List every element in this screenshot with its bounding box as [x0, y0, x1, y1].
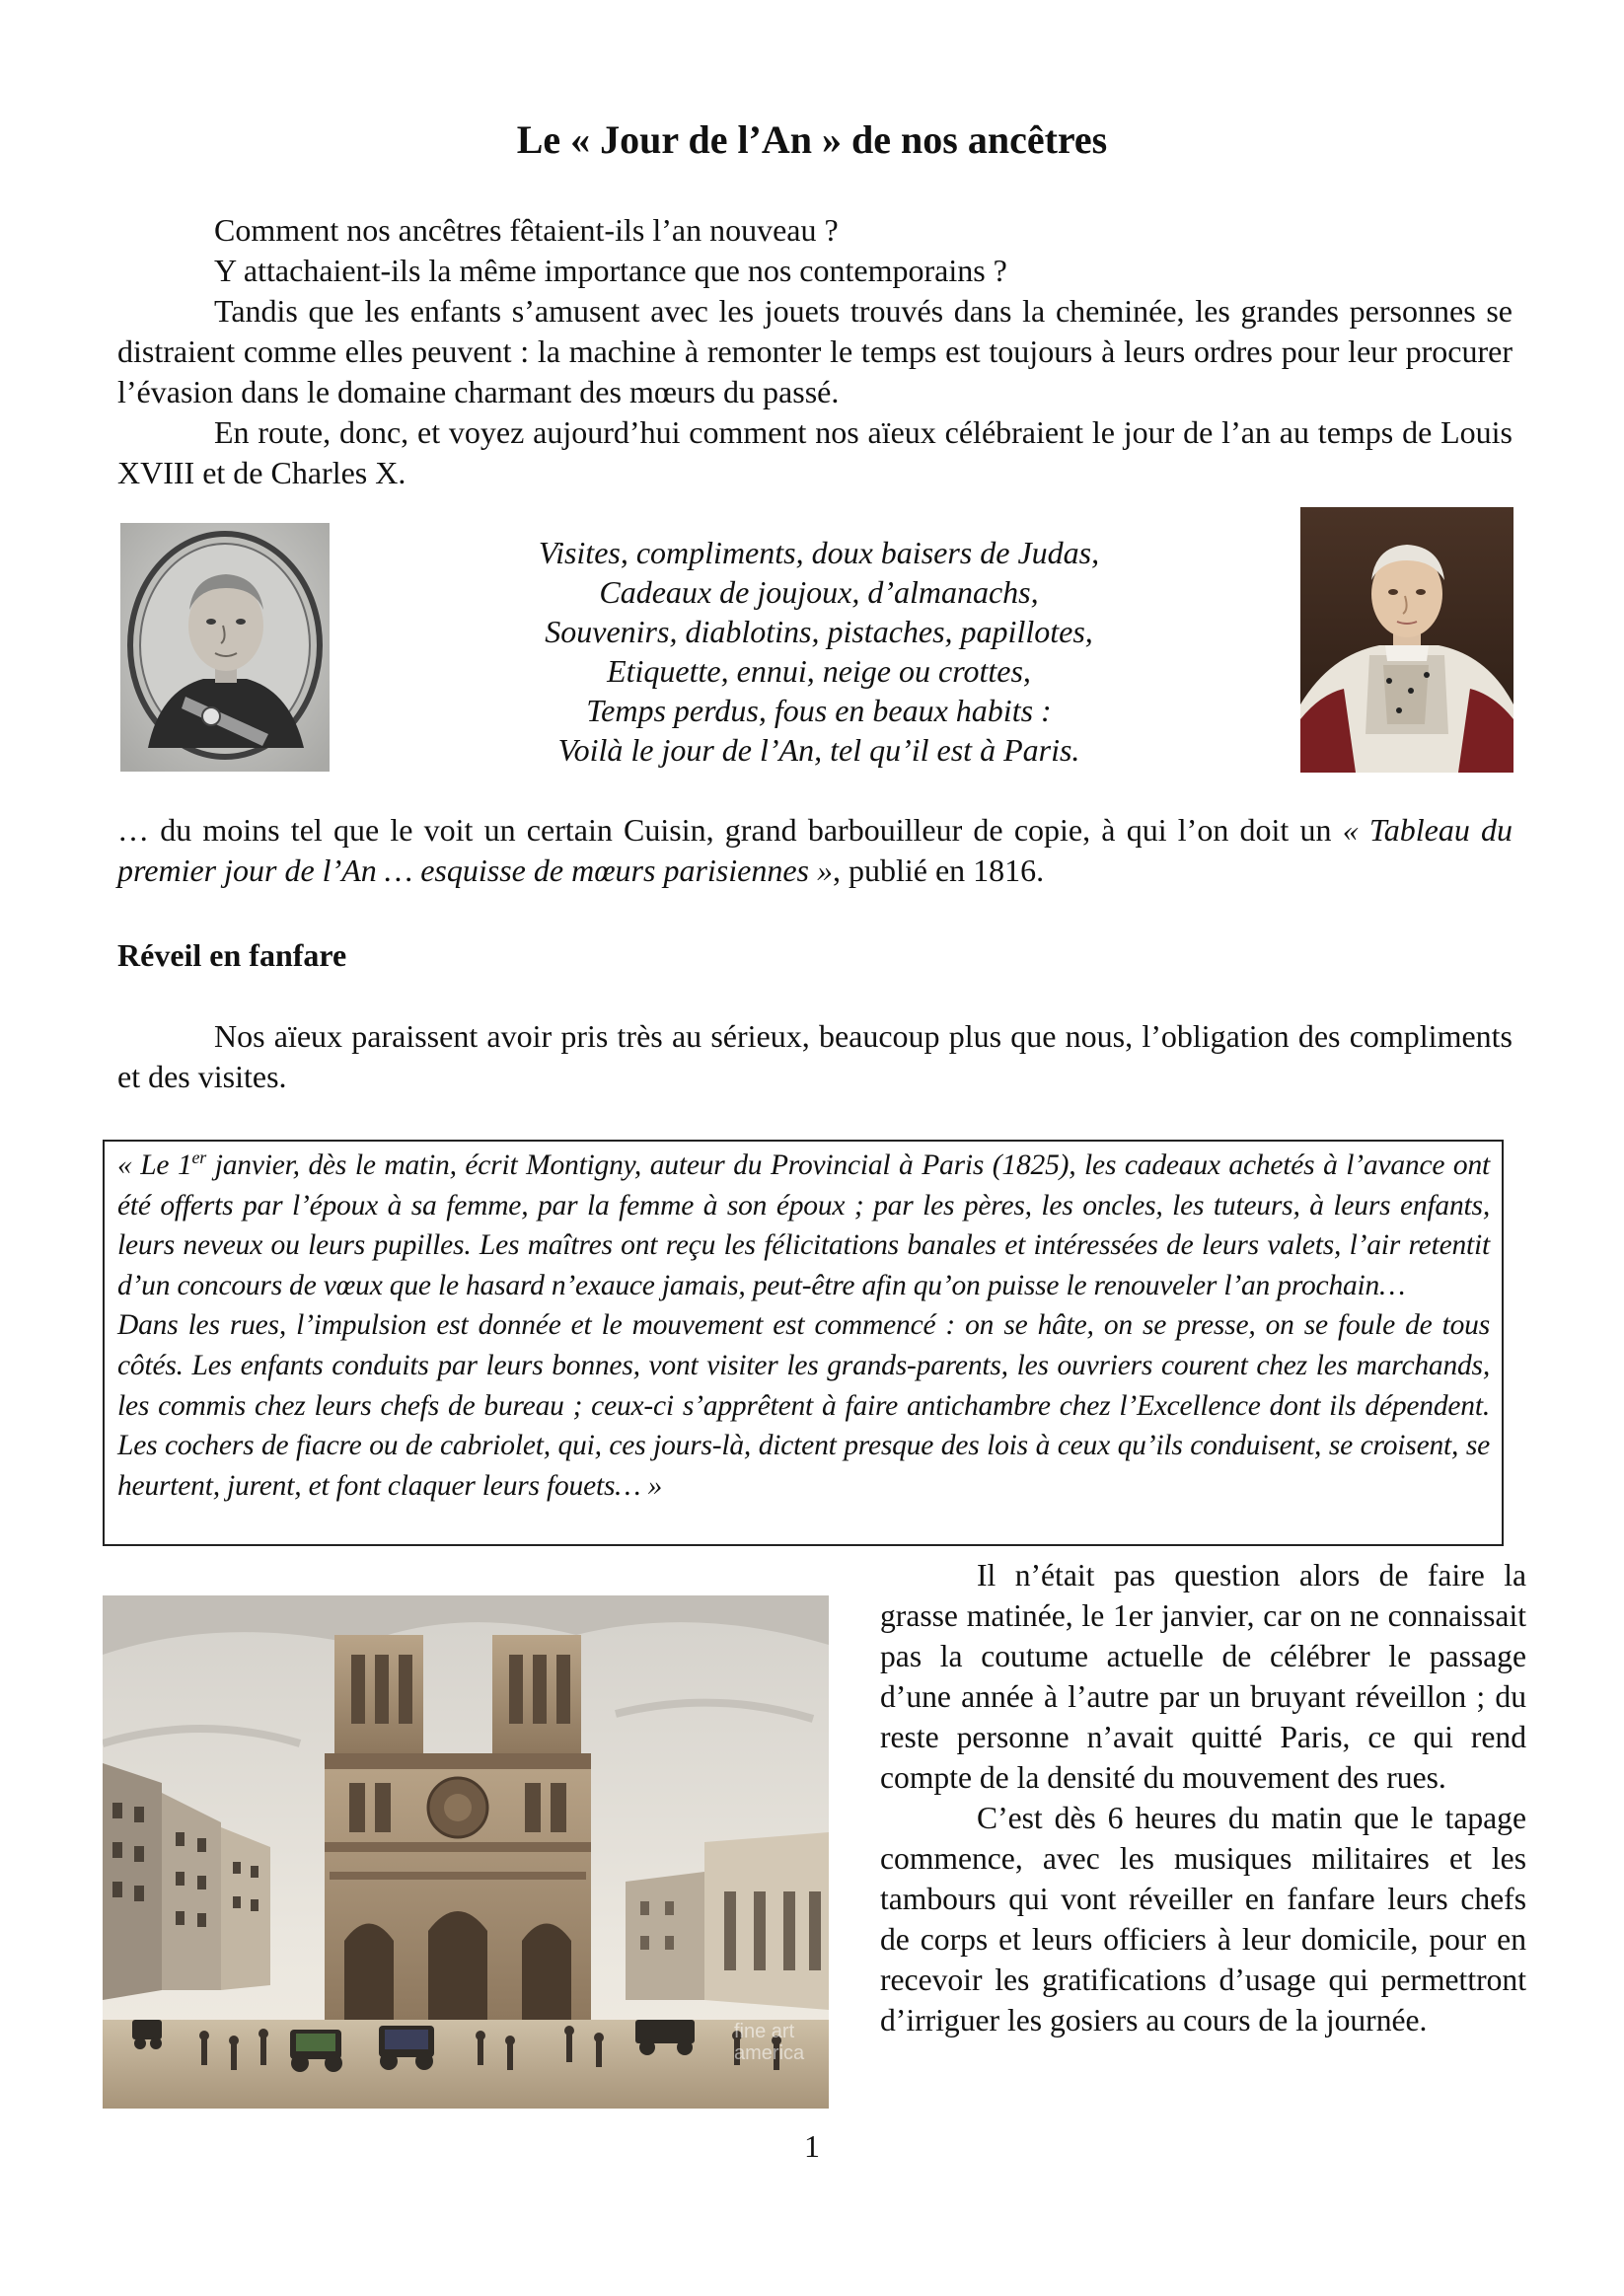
intro-question-2: Y attachaient-ils la même importance que nos contemporains ? — [214, 253, 1007, 288]
after-verse-text-end: , publié en 1816. — [832, 852, 1045, 888]
cited-work-title: « Tableau du premier jour de l’An … esquisse de mœurs parisiennes » — [117, 812, 1513, 888]
verse-line: Visites, compliments, doux baisers de Judas, — [538, 535, 1100, 570]
after-verse-text: … du moins tel que le voit un certain Cuisin, grand barbouilleur de copie, à qui l’on doit un — [117, 812, 1332, 848]
section-heading: Réveil en fanfare — [117, 937, 347, 973]
section-paragraph-1: Nos aïeux paraissent avoir pris très au sérieux, beaucoup plus que nous, l’obligation des compliments et des visites. — [117, 1018, 1513, 1094]
verse-line: Cadeaux de joujoux, d’almanachs, — [599, 574, 1039, 610]
quotation-box — [103, 1140, 1504, 1546]
quote-superscript: er — [191, 1148, 207, 1168]
intro-paragraph-3: Tandis que les enfants s’amusent avec les jouets trouvés dans la cheminée, les grandes personnes se distraient comme elles peuvent : la machine à remonter le temps est toujours à leurs ordres pour leur procurer l’évasion dans le domaine charmant des mœurs du passé. — [117, 293, 1513, 409]
column-paragraph-2: C’est dès 6 heures du matin que le tapage commence, avec les musiques militaires et les tambours qui vont réveiller en fanfare leurs chefs de corps et leurs officiers à leur domicile, pour en recevoir les gratifications d’usage qui permettront d’irriguer les gosiers au cours de la journée. — [880, 1801, 1526, 2037]
louis-xviii-portrait — [120, 523, 330, 772]
quote-text-1: janvier, dès le matin, écrit Montigny, auteur du Provincial à Paris (1825), les cadeaux achetés à l’avance ont été offerts par l’époux à sa femme, par la femme à son époux ; par les pères, les oncles, les tuteurs, à leurs enfants, leurs neveux ou leurs pupilles. Les maîtres ont reçu les félicitations banales et intéressées de leurs valets, l’air retentit d’un concours de vœux que le hasard n’exauce jamais, peut-être afin qu’on puisse le renouveler l’an prochain… — [117, 1149, 1490, 1301]
quote-lead: « Le 1 — [117, 1149, 192, 1181]
verse-line: Voilà le jour de l’An, tel qu’il est à Paris. — [557, 732, 1080, 768]
intro-question-1: Comment nos ancêtres fêtaient-ils l’an nouveau ? — [214, 212, 839, 248]
verse-poem — [414, 533, 1223, 770]
quote-paragraph-2: Dans les rues, l’impulsion est donnée et le mouvement est commencé : on se hâte, on se presse, on se foule de tous côtés. Les enfants conduits par leurs bonnes, vont visiter les grands-parents, les ouvriers courent chez les marchands, les commis chez leurs chefs de bureau ; ceux-ci s’apprêtent à faire antichambre chez l’Excellence dont ils dépendent. Les cochers de fiacre ou de cabriolet, qui, ces jours-là, dictent presque des lois à ceux qu’ils conduisent, se croisent, se heurtent, jurent, et font claquer leurs fouets… » — [117, 1309, 1490, 1502]
column-paragraph-1: Il n’était pas question alors de faire la grasse matinée, le 1er janvier, car on ne connaissait pas la coutume actuelle de célébrer le passage d’une année à l’autre par un bruyant réveillon ; du reste personne n’avait quitté Paris, ce qui rend compte de la densité du mouvement des rues. — [880, 1558, 1526, 1795]
verse-line: Etiquette, ennui, neige ou crottes, — [607, 653, 1031, 689]
quote-paragraph-1 — [117, 1146, 1490, 1305]
page-number: 1 — [804, 2128, 820, 2164]
after-verse-paragraph — [117, 810, 1513, 891]
page-title: Le « Jour de l’An » de nos ancêtres — [516, 117, 1108, 162]
charles-x-portrait — [1300, 507, 1513, 773]
notre-dame-illustration — [103, 1595, 829, 2109]
side-column — [880, 1555, 1526, 2040]
intro-paragraph-4: En route, donc, et voyez aujourd’hui comment nos aïeux célébraient le jour de l’an au temps de Louis XVIII et de Charles X. — [117, 414, 1513, 490]
verse-line: Temps perdus, fous en beaux habits : — [586, 693, 1052, 728]
watermark-line-2: america — [734, 2042, 805, 2064]
verse-line: Souvenirs, diablotins, pistaches, papillotes, — [545, 614, 1093, 649]
watermark-line-1: fine art — [734, 2021, 795, 2042]
